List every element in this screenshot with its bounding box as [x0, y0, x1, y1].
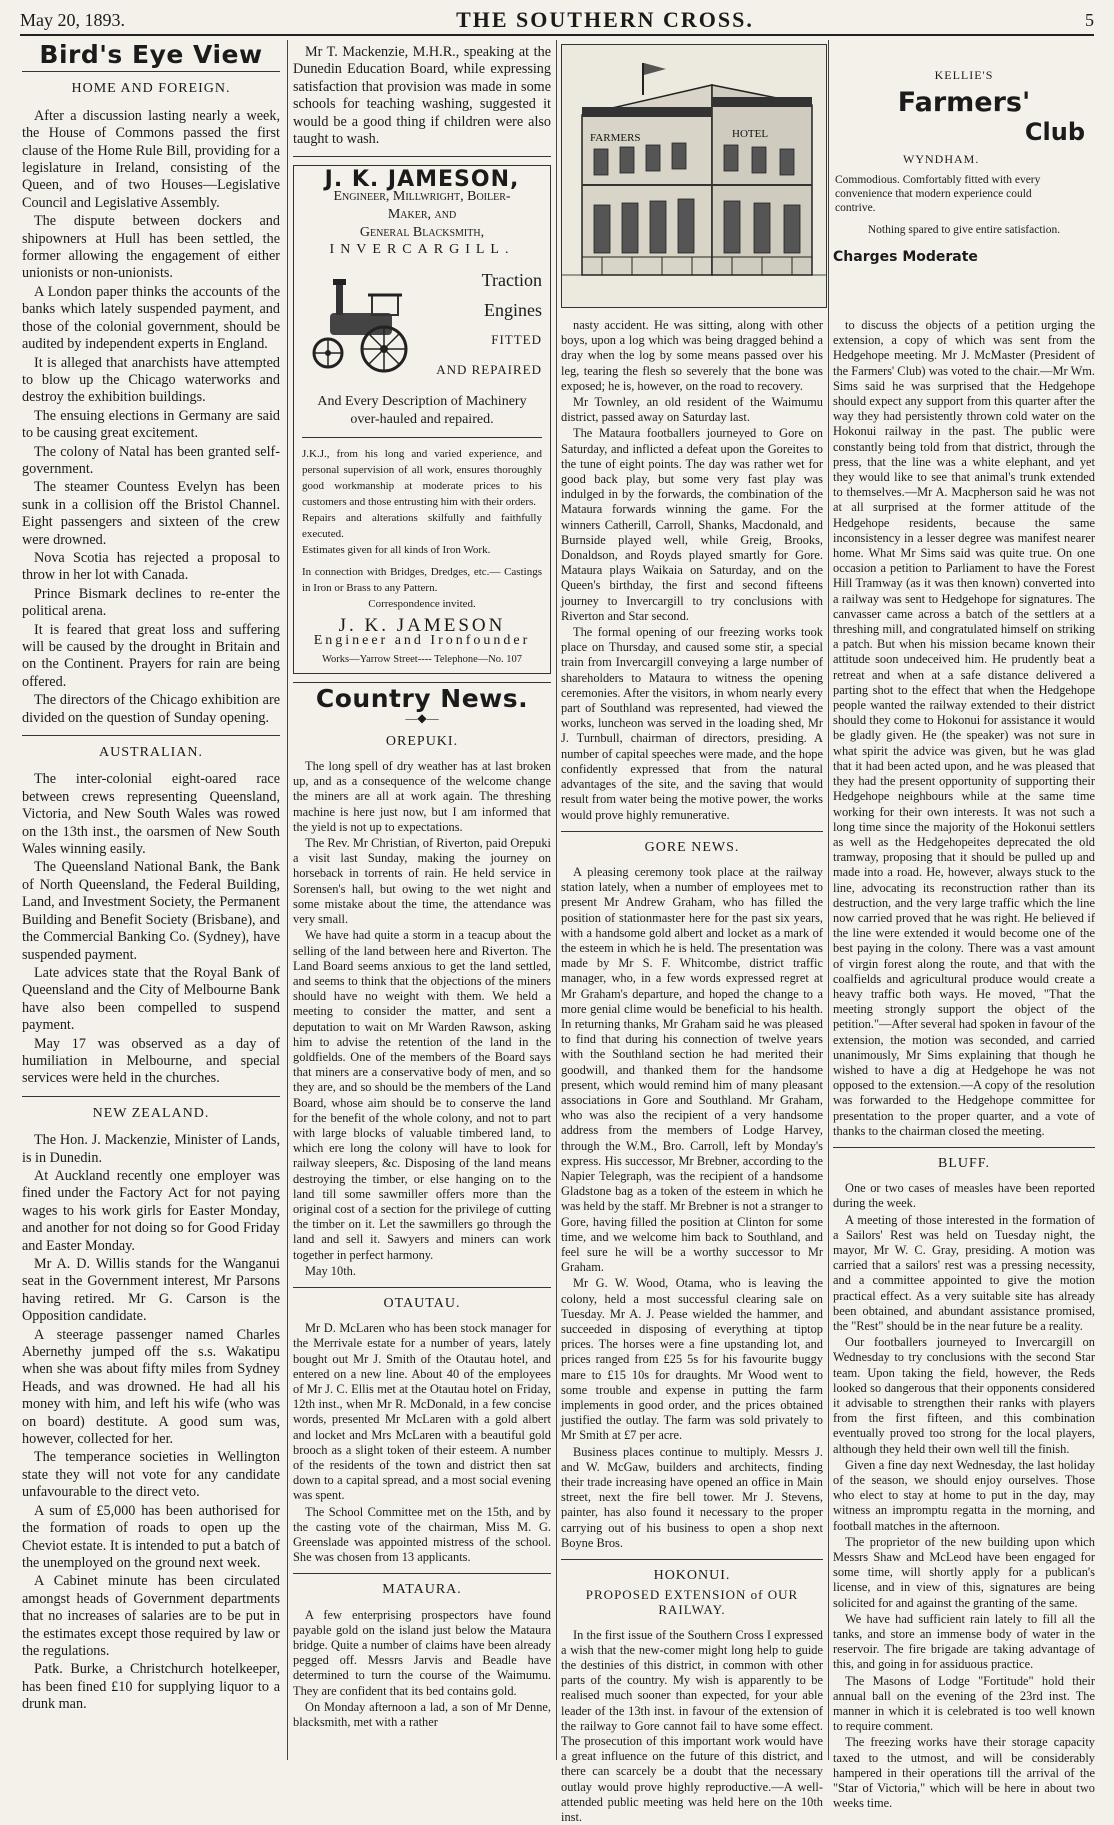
kellie-advertisement — [833, 44, 1095, 304]
paragraph: The Rev. Mr Christian, of Riverton, paid Orepuki a visit last Sunday, making the journey on horseback in torrents of rain. He held service in Sorensen's hall, but owing to the wet night and some mistake about the time, the attendance was very small. — [293, 836, 551, 927]
paragraph: A meeting of those interested in the formation of a Sailors' Rest was held on Tuesday night, the mayor, Mr W. C. Gray, presiding. A motion was carried that a sailors' rest was a pressing necessity, and a committee appointed to give the motion practical effect. As a very suitable site has already been obtained, and abundant assistance promised, the "Rest" should be in the near future be a reality. — [833, 1212, 1095, 1333]
paragraph: The directors of the Chicago exhibition are divided on the question of Sunday opening. — [22, 692, 280, 726]
jameson-text: J.K.J., from his long and varied experience, and personal supervision of all work, ensures thoroughly good workmanship at moderate prices to his customers and those entrusting him with their orders. — [302, 447, 542, 508]
kellie-charges: Charges Moderate — [833, 249, 978, 265]
paragraph: The freezing works have their storage capacity taxed to the utmost, and will be considerably hampered in their operations till the arrival of the "Star of Victoria," which will be here in about two weeks time. — [833, 1735, 1095, 1811]
paragraph: Our footballers journeyed to Invercargill on Wednesday to try conclusions with the second Star team. Upon taking the field, however, the Reds looked so dangerous that their opponents considered it advisable to strengthen their ranks with players from the first fifteen, and this combination eventually proved too strong for the local players, although they held their own well till the finish. — [833, 1335, 1095, 1456]
hokonui-subtitle: PROPOSED EXTENSION of OUR RAILWAY. — [585, 1587, 799, 1618]
paragraph: The proprietor of the new building upon which Messrs Shaw and McLeod have been engaged for some time, will shortly apply for a publican's license, and in view of this, signatures are being solicited for and against the granting of the same. — [833, 1534, 1095, 1610]
bluff-title: BLUFF. — [938, 1155, 990, 1171]
jameson-advertisement — [293, 165, 551, 674]
paragraph: A pleasing ceremony took place at the railway station lately, when a number of employees met to present Mr Andrew Graham, who has filled the position of stationmaster here for the past six years, with a handsome gold albert and locket as a mark of the esteem in which he is held. The presentation was made by Mr S. F. Whitcombe, district traffic manager, who, in a few words expressed regret at Mr Graham's departure, and hoped the change to a more genial clime would be beneficial to his health. In returning thanks, Mr Graham said he was pleased to find that during his connection of twelve years with the Southland section he had merited their goodwill, and thanked them for the handsome present, which would remind him of many pleasant associations in Gore and Southland. Mr Graham, who was also the recipient of a very handsome address from the members of Lodge Harvey, through the W.M., Bro. Carroll, left by Monday's express. His successor, Mr Brebner, according to the Napier Telegraph, was the recipient of a handsome Gladstone bag as a token of the esteem in which he was held by the staff. Mr Brebner is not a stranger to Gore, having filled the position at Clinton for some time, and we welcome him back to Southland, and feel sure he will be a worthy successor to Mr Graham. — [561, 864, 823, 1275]
divider — [22, 1096, 280, 1097]
kellie-farmers: Farmers' — [897, 87, 1031, 118]
paragraph: A Cabinet minute has been circulated amongst heads of Government departments that no increases of salaries are to be put in the estimates except those required by law or the regulations. — [22, 1573, 280, 1659]
paragraph: The inter-colonial eight-oared race between crews representing Queensland, Victoria, and New South Wales was rowed on the 13th inst., the oarsmen of New South Wales winning easily. — [22, 771, 280, 858]
paragraph: After a discussion lasting nearly a week, the House of Commons passed the first clause of the Home Rule Bill, providing for a legislature in Ireland, consisting of the Queen, and of two Houses—Legislative Council and Legislative Assembly. — [22, 107, 280, 211]
paragraph: Mr G. W. Wood, Otama, who is leaving the colony, held a most successful clearing sale on Tuesday. Mr A. J. Pease wielded the hammer, and succeeded in disposing of everything at tiptop prices. The horses were a fine upstanding lot, and prices ranged from £25 5s for his favourite buggy mare to £15 10s for draughts. Mr Wood went to some trouble and expense in putting the farm implements in good order, and the prices obtained justified the outlay. The farm was sold privately to Mr Smith at £7 per acre. — [561, 1276, 823, 1443]
issue-date: May 20, 1893. — [20, 9, 125, 30]
mataura-articles — [293, 1608, 551, 1731]
paragraph: The Hon. J. Mackenzie, Minister of Lands, is in Dunedin. — [22, 1132, 280, 1166]
paragraph: Mr A. D. Willis stands for the Wanganui seat in the Government interest, Mr Parsons having retired. Mr G. Carson is the Opposition candidate. — [22, 1256, 280, 1325]
paragraph: One or two cases of measles have been reported during the week. — [833, 1181, 1095, 1211]
orepuki-articles — [293, 759, 551, 1279]
jameson-trade-line: Engineer, Millwright, Boiler- — [333, 188, 511, 204]
page-number: 5 — [1084, 9, 1094, 30]
jameson-name: J. K. JAMESON, — [324, 167, 520, 193]
divider — [561, 1559, 823, 1560]
paragraph: The steamer Countess Evelyn has been sunk in a collision off the Bristol Channel. Eight passengers and sixteen of the crew were drowned. — [22, 479, 280, 548]
engines-word: Engines — [484, 299, 542, 320]
jameson-trade-line: Maker, and — [387, 206, 457, 222]
traction-engine-icon — [302, 273, 412, 377]
paragraph: Business places continue to multiply. Messrs J. and W. McGaw, builders and architects, finding their trade increasing have opened an office in Main street, next the fire bell tower. Mr J. Stevens, painter, has also found it necessary to the proper carrying out of his business to open a shop next Boyne Bros. — [561, 1444, 823, 1550]
jameson-signature: J. K. JAMESON — [338, 614, 506, 636]
paragraph: to discuss the objects of a petition urging the extension, a copy of which was sent from the Hedgehope meeting. Mr J. McMaster (President of the Farmers' Club) was voted to the chair.—Mr Wm. Sims said he was surprised that the Hedgehope should expect any support from this quarter after the way they had persistently thrown cold water on the Hokonui railway in the past. The public were constantly being told from that district, through the press, that the line was a white elephant, and yet they would like to see that animal's trunk extended to themselves.—Mr A. Macpherson said he was not at all surprised at the former attitude of the Hedgehope residents, because the same inconsistency in a lesser degree was manifest nearer home. What Mr Sims said was quite true. On one occasion a petition to Parliament to have the Forest Hill Tramway (as it was then known) converted into a railway was sent to Hedgehope for signatures. The canvasser came across a batch of the settlers at a threshing mill, and congratulated himself on striking a patch. But when his mission became known their attitude soon undeceived him. He prudently beat a retreat and when at a safe distance delivered a parting shot to the effect that when the Hedgehope people wanted the railway extended to their district should they come to Hokonui for assistance it would be gladly given. He (the speaker) was not sure in what spirit the advice was given, but he was glad that it had been acted upon, and he was pleased that they had the present opportunity of supporting their Hedgehope neighbours while at the same time working for their own interests. It was not such a long time since the majority of the Hokonui settlers as well as the Hedgehopeites deprecated the old tramway, proposing that it should be pulled up and made into a road. He, however, always stuck to the line, advocating its reconstruction rather than its destruction, and the very large traffic which the line now carried proved that he was right. He believed if the line were extended it would become one of the best paying in the colony. There was a vast amount of virgin forest along the route, and that with the coalfields and agricultural produce would create a heavy traffic both ways. He moved, "That the meeting strongly support the object of the petition."—After several had spoken in favour of the extension, the motion was seconded, and carried unanimously, Mr Sims explaining that though he wished to have a dig at Hedgehope he was not opposed to the extension.—A copy of the resolution was forwarded to the Hedgehope committee for presentation to the proper quarter, and a vote of thanks to the chairman closed the meeting. — [833, 318, 1095, 1138]
jameson-text: Repairs and alterations skilfully and faithfully executed. — [302, 511, 542, 540]
paragraph: Patk. Burke, a Christchurch hotelkeeper, has been fined £10 for supplying liquor to a drunk man. — [22, 1661, 280, 1713]
otautau-articles — [293, 1321, 551, 1565]
paragraph: Mr Townley, an old resident of the Waimumu district, passed away on Saturday last. — [561, 395, 823, 425]
gore-articles — [561, 865, 823, 1551]
kellie-club: Club — [1024, 118, 1085, 146]
divider — [22, 735, 280, 736]
column-divider — [828, 40, 829, 1760]
column-1 — [22, 40, 280, 1759]
paragraph: The Mataura footballers journeyed to Gore on Saturday, and inflicted a defeat upon the Goreites to the tune of eight points. The day was rather wet for good back play, but some very fast play was indulged in by the forwards, the combination of the Mataura forwards winning the game. For the winners Catherill, Carroll, Shanks, Macdonald, and Burnside played well, while Greig, Brooks, Donaldson, and Royds played smartly for Gore. Mataura plays Waikaia on Saturday, and on the Queen's birthday, the first and second fifteens journey to Invercargill to try conclusions with Riverton and Star second. — [561, 426, 823, 623]
column-2 — [293, 44, 551, 1759]
australian-articles — [22, 771, 280, 1087]
orepuki-title: OREPUKI. — [385, 733, 459, 749]
otautau-title: OTAUTAU. — [383, 1295, 461, 1311]
new-zealand-articles — [22, 1132, 280, 1713]
paragraph: The School Committee met on the 15th, and by the casting vote of the chairman, Miss M. G. Greenslade was appointed mistress of the school. She was chosen from 13 applicants. — [293, 1504, 551, 1565]
paragraph: The colony of Natal has been granted self-government. — [22, 443, 280, 477]
ornament: —◆— — [405, 710, 439, 725]
column-4 — [833, 318, 1095, 1811]
home-foreign-title: HOME AND FOREIGN. — [71, 81, 231, 97]
mackenzie-note: Mr T. Mackenzie, M.H.R., speaking at the Dunedin Education Board, while expressing satisfaction that provision was made in some schools for teaching washing, suggested it would be a good thing if children were also taught to wash. — [293, 44, 551, 148]
birds-eye-heading: Bird's Eye View — [39, 40, 263, 69]
fitted-word: FITTED — [491, 331, 542, 347]
paragraph: nasty accident. He was sitting, along with other boys, upon a log which was being dragged behind a dray when the log by some means passed over his leg, tearing the flesh so severely that the bone was exposed; he is, however, on the road to recovery. — [561, 318, 823, 393]
masthead — [20, 6, 1094, 36]
jameson-text: Estimates given for all kinds of Iron Work. — [302, 543, 491, 556]
paragraph: A sum of £5,000 has been authorised for the formation of roads to open up the Cheviot estate. It is intended to put a batch of the unemployed on the ground next week. — [22, 1502, 280, 1571]
column-divider — [287, 40, 288, 1760]
hokonui-title: HOKONUI. — [653, 1568, 731, 1584]
country-news-heading: Country News. — [315, 684, 529, 714]
traction-word: Traction — [481, 269, 542, 290]
paragraph: May 17 was observed as a day of humiliation in Melbourne, and special services were held in the churches. — [22, 1035, 280, 1087]
paragraph: Mr D. McLaren who has been stock manager for the Merrivale estate for a number of years, lately bought out Mr J. Smith of the Otautau hotel, and entered on a new line. About 40 of the employees of Mr J. C. Ellis met at the Otautau hotel on Friday, 12th inst., when Mr R. McDonald, in a few concise words, presented Mr McLaren with a gold albert and locket and Mrs McLaren with a beautiful gold brooch as a slight token of their esteem. A number of the residents of the town and district then sat down to a capital spread, and a most social evening was spent. — [293, 1321, 551, 1503]
hotel-building-icon — [562, 45, 826, 307]
paragraph: The formal opening of our freezing works took place on Thursday, and caused some stir, a special train from Invercargill conveying a large number of shareholders to Mataura to witness the opening ceremonies. After the visitors, in whom nearly every part of Southland was represented, had viewed the works, luncheon was served in the loading shed, Mr J. Turnbull, chairman of directors, presiding. A number of capital speeches were made, and the hope confidently expressed that from the natural advantages of the site, and the saving that would result from water being the motive power, the works would prove highly remunerative. — [561, 625, 823, 822]
repaired-word: AND REPAIRED — [436, 361, 542, 377]
hotel-sign-hotel: HOTEL — [732, 128, 769, 140]
hokonui-continued — [833, 318, 1095, 1139]
bluff-articles — [833, 1181, 1095, 1811]
paragraph: A few enterprising prospectors have found payable gold on the island just below the Mataura bridge. Quite a number of claims have been already pegged off. Messrs Jarvis and Beadle have determined to turn the course of the Waimumu. They are confident that its bed contains gold. — [293, 1607, 551, 1698]
paragraph: May 10th. — [305, 1263, 356, 1278]
divider — [293, 1287, 551, 1288]
kellie-text: Nothing spared to give entire satisfaction. — [867, 224, 1061, 236]
paragraph: It is feared that great loss and suffering will be caused by the drought in Britain and on the Continent. Prayers for rain are being offered. — [22, 621, 280, 690]
jameson-every: And Every Description of Machinery over-hauled and repaired. — [317, 393, 527, 427]
paragraph: The long spell of dry weather has at last broken up, and as a consequence of the welcome change the miners are all at work again. The threshing machine is here just now, but I am informed that the yield is not up to expectations. — [293, 759, 551, 834]
newspaper-title: THE SOUTHERN CROSS. — [456, 7, 754, 32]
paragraph: The Queensland National Bank, the Bank of North Queensland, the Federal Building, Land, and Investment Society, the Permanent Building and Benefit Society (Brisbane), and the Commercial Banking Co. (Sydney), have suspended payment. — [22, 859, 280, 963]
jameson-works: Works—Yarrow Street---- Telephone—No. 107 — [321, 654, 523, 666]
hokonui-articles — [561, 1628, 823, 1825]
paragraph: The temperance societies in Wellington state they will not vote for any candidate unfavourable to the direct veto. — [22, 1449, 280, 1501]
divider — [561, 831, 823, 832]
divider — [22, 71, 280, 72]
paragraph: It is alleged that anarchists have attempted to blow up the Chicago waterworks and destroy the exhibition buildings. — [22, 354, 280, 406]
hotel-sign-farmers: FARMERS — [590, 132, 641, 144]
jameson-trade-line: General Blacksmith, — [359, 224, 485, 240]
paragraph: A London paper thinks the accounts of the banks which lately suspended payment, and those of the colonial government, should be audited by independent experts in England. — [22, 283, 280, 353]
mataura-continued — [561, 318, 823, 823]
paragraph: In the first issue of the Southern Cross I expressed a wish that the new-comer might long help to guide the destinies of this district, in common with other parts of the country. My wish is apparently to be realised much sooner than expected, for your able leader of the 13th inst. in favour of the extension of the railway to Gore cannot fail to have some effect. The prosecution of this important work would have a great influence on the future of this district, and there can scarcely be a doubt that the necessary outlay would prove highly reproductive.—A well-attended public meeting was held here on the 10th inst. — [561, 1627, 823, 1825]
australian-title: AUSTRALIAN. — [99, 745, 203, 761]
paragraph: We have had quite a storm in a teacup about the selling of the land between here and Riverton. The Land Board seems anxious to get the land settled, and seems to think that the objections of the miners should have no weight with them. We held a meeting to consider the matter, and sent a deputation to wait on Mr Warden Rawson, asking him to advise the retention of the land in the goldfields. One of the members of the Board says that miners are a conservative body of men, and so they are, and so should be the members of the Land Board, whose aim should be to conserve the land for the benefit of the whole colony, and not to part with large blocks of valuable timbered land, to which ere long the colony will have to look for railway sleepers, &c. Disposing of the land means destroying the timber, or else hanging on to the land till some sawmiller offers more than the original cost of a section for the privilege of cutting the timber on it. Let the sawmillers go through the land and sell it. Sawyers and miners can work together in perfect harmony. — [293, 928, 551, 1262]
new-zealand-title: NEW ZEALAND. — [92, 1105, 210, 1121]
kellie-town: WYNDHAM. — [903, 152, 980, 166]
paragraph: The Masons of Lodge "Fortitude" hold their annual ball on the evening of the 23rd inst. The manner in which it is celebrated is too well known to require comment. — [833, 1673, 1095, 1734]
jameson-trade: Engineer and Ironfounder — [313, 633, 531, 649]
engine-words — [412, 265, 542, 385]
divider — [833, 1147, 1095, 1148]
kellie-owner: KELLIE'S — [934, 68, 994, 82]
traction-engine-block — [302, 265, 542, 385]
mataura-title: MATAURA. — [382, 1582, 462, 1598]
farmers-hotel-illustration — [561, 44, 827, 308]
divider — [293, 156, 551, 157]
paragraph: We have had sufficient rain lately to fill all the tanks, and store an immense body of water in the reservoir. The fire brigade are taking advantage of this, and going in for assiduous practice. — [833, 1611, 1095, 1672]
kellie-text: Commodious. Comfortably fitted with every convenience that modern experience could contrive. — [835, 174, 1041, 214]
paragraph: Given a fine day next Wednesday, the last holiday of the season, we should enjoy ourselves. Those who elect to stay at home to put in the day, may witness an impromptu regatta in the morning, and football matches in the afternoon. — [833, 1457, 1095, 1533]
column-divider — [556, 40, 557, 1760]
paragraph: At Auckland recently one employer was fined under the Factory Act for not paying wages to his work girls for Easter Monday, and another for not doing so for Good Friday and Easter Monday. — [22, 1167, 280, 1254]
divider — [293, 682, 551, 683]
paragraph: The ensuing elections in Germany are said to be causing great excitement. — [22, 407, 280, 442]
paragraph: Nova Scotia has rejected a proposal to throw in her lot with Canada. — [22, 549, 280, 584]
divider — [293, 1573, 551, 1574]
home-foreign-articles — [22, 108, 280, 727]
jameson-text: Correspondence invited. — [368, 597, 476, 610]
paragraph: The dispute between dockers and shipowners at Hull has been settled, the former allowing the engagement of either unionists or non-unionists. — [22, 213, 280, 282]
paragraph: Late advices state that the Royal Bank of Queensland and the City of Melbourne Bank have also been compelled to suspend payment. — [22, 964, 280, 1034]
gore-title: GORE NEWS. — [644, 839, 740, 855]
jameson-town: INVERCARGILL. — [329, 241, 515, 257]
jameson-text: In connection with Bridges, Dredges, etc.— Castings in Iron or Brass to any Pattern. — [302, 565, 542, 594]
paragraph: A steerage passenger named Charles Abernethy jumped off the s.s. Wakatipu when she was about fifty miles from Sydney Heads, and was drowned. He had all his money with him, and left his wife (who was on board) destitute. A good sum was, however, collected for her. — [22, 1326, 280, 1448]
divider — [302, 437, 542, 438]
column-3 — [561, 318, 823, 1825]
paragraph: On Monday afternoon a lad, a son of Mr Denne, blacksmith, met with a rather — [293, 1699, 551, 1730]
paragraph: Prince Bismark declines to re-enter the political arena. — [22, 585, 280, 620]
